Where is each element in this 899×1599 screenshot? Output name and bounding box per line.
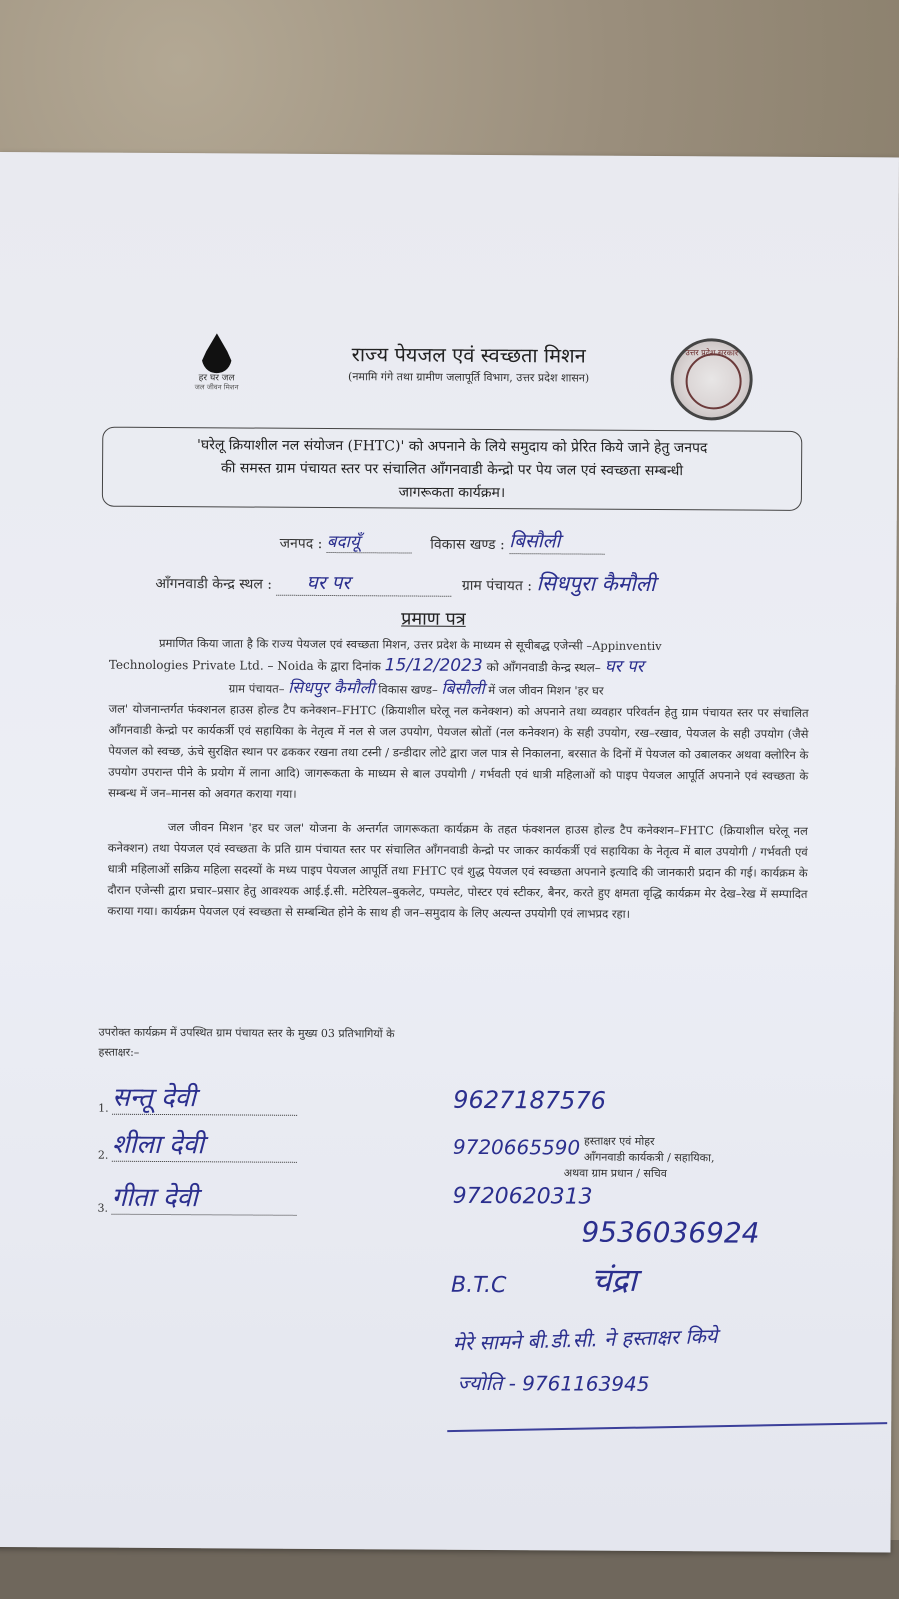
para1-b-pre: Technologies Private Ltd. – Noida के द्वारा दिनांक xyxy=(108,657,381,674)
para1-vikas-khand: बिसौली xyxy=(441,678,485,698)
certificate-heading: प्रमाण पत्र xyxy=(401,608,466,630)
witness-note-line-2: ज्योति - 9761163945 xyxy=(457,1370,650,1396)
logo-text-jal-jeevan-mission: जल जीवन मिशन xyxy=(194,383,239,392)
participant-signature-line xyxy=(112,1078,297,1116)
janpad-field xyxy=(327,529,412,554)
water-drop-icon xyxy=(202,333,232,373)
jal-jeevan-mission-logo xyxy=(187,333,247,391)
para1-c-pre: ग्राम पंचायत– xyxy=(228,681,285,696)
document-header xyxy=(299,340,639,386)
para1-c-post: में जल जीवन मिशन 'हर घर xyxy=(488,682,604,698)
janpad-row xyxy=(280,526,605,555)
anganwadi-row xyxy=(155,567,655,598)
program-site: घर पर xyxy=(604,656,644,677)
participant-signature: सन्तू देवी xyxy=(112,1082,196,1114)
participant-signature-line xyxy=(112,1125,297,1163)
para1-c-mid: विकास खण्ड– xyxy=(378,682,438,697)
para1-rest: जल' योजनान्तर्गत फंक्शनल हाउस होल्ड टैप कनेक्शन–FHTC (क्रियाशील घरेलू नल कनेक्शन) को अपनाने तथा व्यवहार परिवर्तन हेतु ग्राम पंचायत स्तर पर संचालित आँगनवाडी केन्द्रो पर कार्यकर्त्री एवं सहायिका के नेतृत्व में नल से जल उपयोग, पेयजल स्रोतों (नल कनेक्शन) के सही उपयोग, रख–रखाव, पेयजल के सही उपयोग (जैसे पेयजल को स्वच्छ, ऊंचे सुरक्षित स्थान पर ढककर रखना तथा टस्नी / डन्डीदार लोटे द्वारा जल पात्र से निकालना, बरसात के दिनों में पेयजल को उबालकर अथवा क्लोरिन के उपयोग उपरान्त पीने के प्रयोग में लाना आदि) जागरूकता के माध्यम से बाल उपयोगी / गर्भवती एवं धात्री महिलाओं को पाइप पेयजल आपूर्ति अपनाने एवं स्वच्छता के सम्बन्ध में जन–मानस को अवगत कराया गया। xyxy=(108,701,809,801)
vikas-khand-field xyxy=(509,527,604,555)
para1-b-mid: को आँगनवाडी केन्द्र स्थल– xyxy=(486,659,601,675)
seal-text: उत्तर प्रदेश सरकार xyxy=(685,348,739,358)
pen-stroke xyxy=(447,1422,887,1432)
signatures-intro-line-1: उपरोक्त कार्यक्रम में उपस्थित ग्राम पंचायत स्तर के मुख्य 03 प्रतिभागियों के xyxy=(98,1025,395,1041)
para1-line-b xyxy=(109,654,809,680)
page-title: राज्य पेयजल एवं स्वच्छता मिशन xyxy=(351,342,586,368)
para1-line-a: प्रमाणित किया जाता है कि राज्य पेयजल एवं स्वच्छता मिशन, उत्तर प्रदेश के माध्यम से सूचीबद्ध एजेन्सी –Appinventiv xyxy=(158,635,662,654)
stamp-label-line-3: अथवा ग्राम प्रधान / सचिव xyxy=(563,1166,667,1181)
participant-phone: 9720665590 xyxy=(452,1134,581,1160)
program-date: 15/12/2023 xyxy=(384,655,483,676)
gram-panchayat-label: ग्राम पंचायत : xyxy=(461,577,533,595)
background-ground-top xyxy=(0,0,899,160)
extra-phone: 9536036924 xyxy=(581,1215,760,1250)
participant-number: 1. xyxy=(98,1101,109,1115)
participant-row-3 xyxy=(97,1178,593,1216)
stamp-label-line-1: हस्ताक्षर एवं मोहर xyxy=(583,1134,655,1149)
janpad-label: जनपद : xyxy=(279,535,323,552)
participant-row-1 xyxy=(98,1078,607,1116)
anganwadi-field xyxy=(276,569,451,597)
certificate-paragraph-1 xyxy=(108,633,809,808)
gram-panchayat-value: सिधपुरा कैमौली xyxy=(536,571,656,597)
vikas-khand-label: विकास खण्ड : xyxy=(430,536,505,554)
stamp-label xyxy=(563,1134,715,1183)
page-subtitle: (नमामि गंगे तथा ग्रामीण जलापूर्ति विभाग, उत्तर प्रदेश शासन) xyxy=(348,370,590,385)
participant-phone: 9720620313 xyxy=(452,1183,593,1210)
witness-note-line-1: मेरे सामने बी.डी.सी. ने हस्ताक्षर किये xyxy=(452,1323,718,1356)
certificate-paragraph-2: जल जीवन मिशन 'हर घर जल' योजना के अन्तर्गत जागरूकता कार्यक्रम के तहत फंक्शनल हाउस होल्ड टैप कनेक्शन–FHTC (क्रियाशील घरेलू नल कनेक्शन) तथा पेयजल एवं स्वच्छता के प्रति ग्राम पंचायत स्तर पर संचालित आँगनवाडी केन्द्रो पर जाकर कार्यकर्त्री एवं सहायिका के नेतृत्व में बाल उपयोगी / गर्भवती एवं धात्री महिलाओं सक्रिय महिला सदस्यों के मध्य पाइप पेयजल आपूर्ति तथा FHTC एवं शुद्ध पेयजल एवं स्वच्छता अपनाने इत्यादि की जानकारी प्रदान की गई। कार्यक्रम के दौरान एजेन्सी द्वारा प्रचार–प्रसार हेतु आवश्यक आई.ई.सी. मटेरियल–बुकलेट, पम्पलेट, पोस्टर एवं स्टीकर, बैनर, करते हुए क्षमता वृद्धि कार्यक्रम मेर देख–रेख में सम्पादित कराया गया। कार्यक्रम पेयजल एवं स्वच्छता से सम्बन्धित होने के साथ ही जन–समुदाय के लिए अत्यन्त उपयोगी एवं लाभप्रद रहा। xyxy=(107,820,808,921)
participant-signature: गीता देवी xyxy=(111,1182,198,1214)
participant-signature: शीला देवी xyxy=(111,1129,205,1161)
participant-signature-line xyxy=(112,1178,297,1216)
stamp-label-line-2: आँगनवाडी कार्यकत्री / सहायिका, xyxy=(583,1150,715,1165)
chandra-signature: चंद्रा xyxy=(591,1260,637,1299)
banner-line-3: जागरूकता कार्यक्रम। xyxy=(398,484,506,502)
logo-text-har-ghar-jal: हर घर जल xyxy=(198,373,235,384)
up-government-seal-icon xyxy=(670,338,752,420)
document-paper xyxy=(0,152,899,1552)
anganwadi-label: आँगनवाडी केन्द्र स्थल : xyxy=(155,575,273,593)
signatures-intro-line-2: हस्ताक्षर:– xyxy=(98,1045,140,1059)
participant-phone: 9627187576 xyxy=(453,1085,607,1115)
participant-number: 2. xyxy=(97,1148,109,1162)
program-banner xyxy=(102,427,802,511)
para1-gram-panchayat: सिधपुर कैमौली xyxy=(288,677,375,698)
participant-row-2 xyxy=(97,1125,581,1163)
btc-mark: B.T.C xyxy=(451,1272,507,1299)
anganwadi-value: घर पर xyxy=(306,571,351,595)
participant-number: 3. xyxy=(97,1201,109,1215)
banner-line-1: 'घरेलू क्रियाशील नल संयोजन (FHTC)' को अपनाने के लिये समुदाय को प्रेरित किये जाने हेतु जनपद xyxy=(196,437,708,457)
janpad-value: बदायूँ xyxy=(326,532,360,553)
signatures-intro xyxy=(98,1023,394,1065)
banner-line-2: की समस्त ग्राम पंचायत स्तर पर संचालित आँगनवाडी केन्द्रो पर पेय जल एवं स्वच्छता सम्बन्धी xyxy=(221,460,684,480)
vikas-khand-value: बिसौली xyxy=(509,530,561,553)
